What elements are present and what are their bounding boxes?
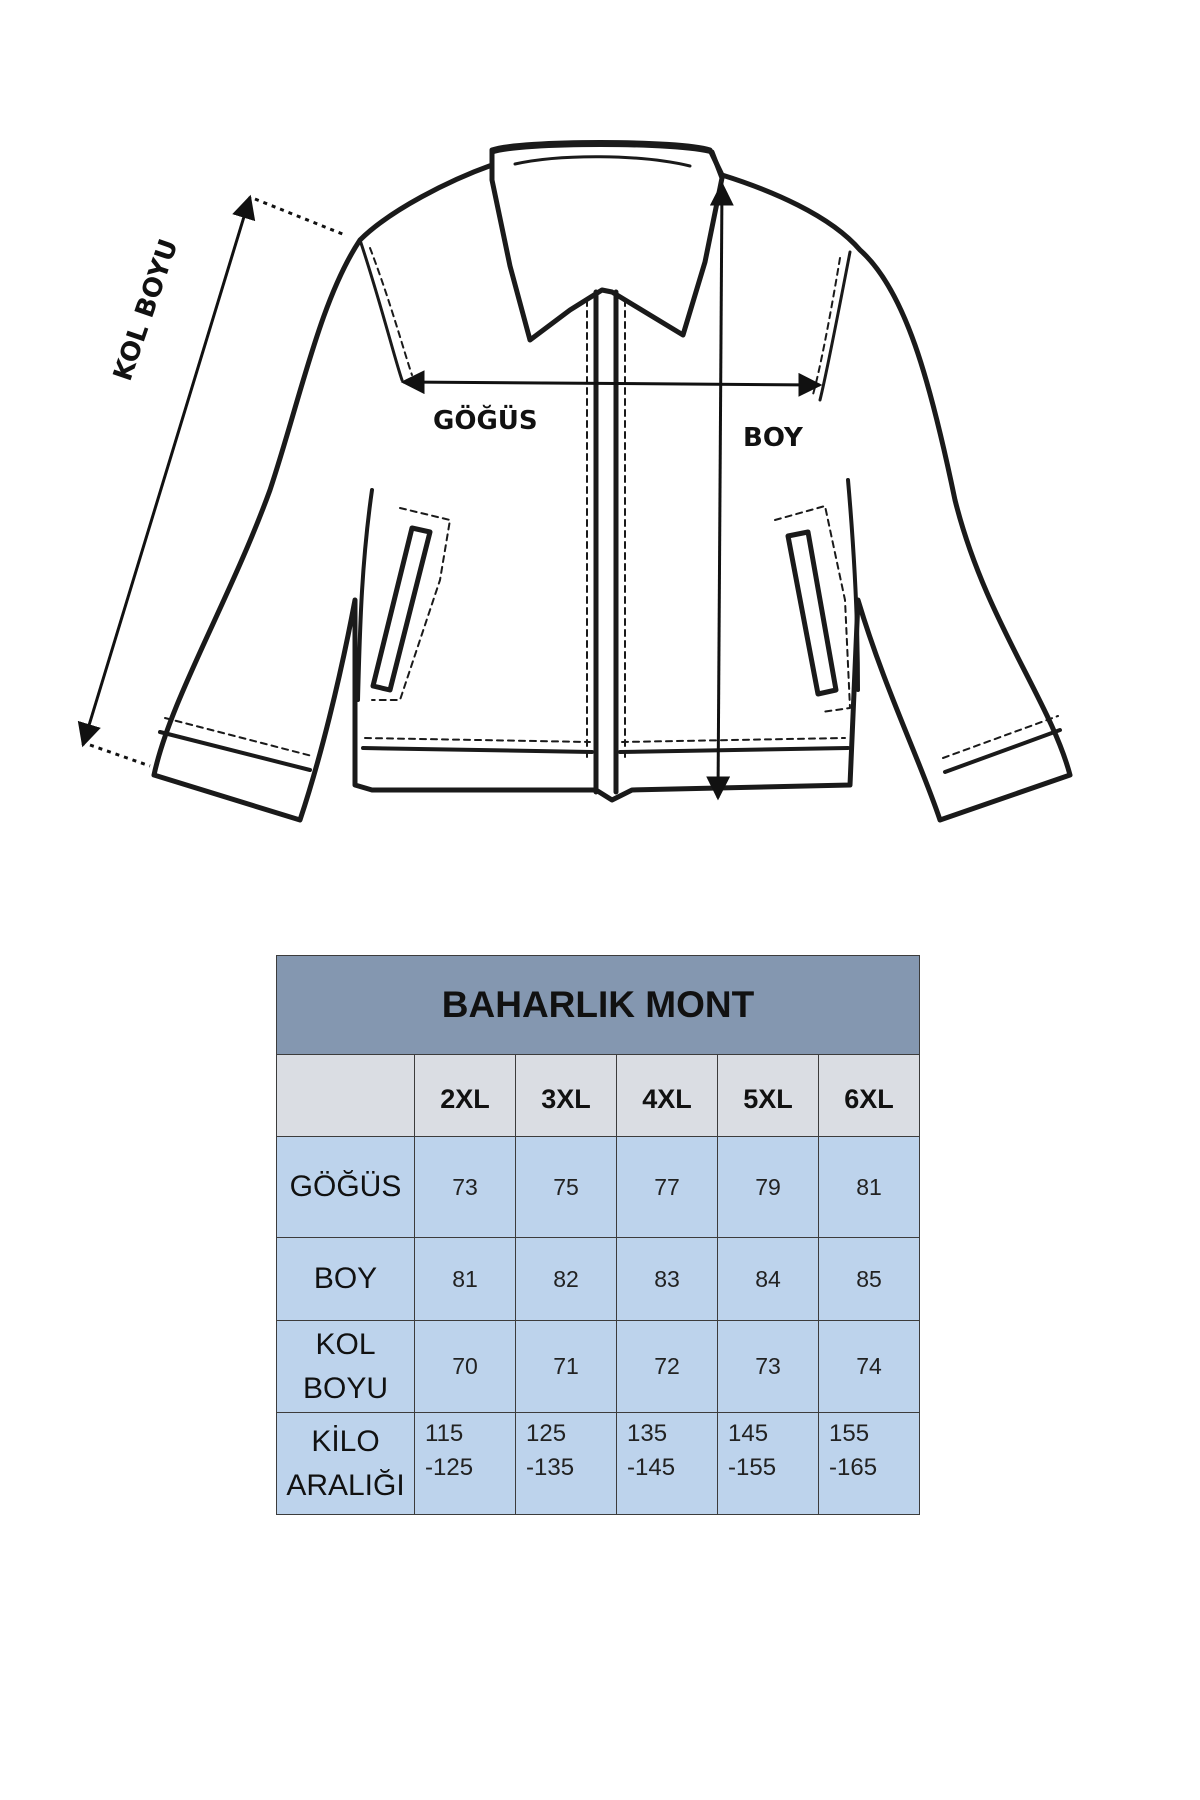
table-cell: 83 <box>617 1238 718 1321</box>
table-cell: 155 -165 <box>819 1413 920 1515</box>
table-cell: 71 <box>516 1321 617 1413</box>
table-cell: 84 <box>718 1238 819 1321</box>
table-cell: 82 <box>516 1238 617 1321</box>
header-corner <box>277 1055 415 1137</box>
row-label-sleeve: KOL BOYU <box>277 1321 415 1413</box>
hem-band <box>363 748 848 752</box>
jacket-diagram <box>0 0 1200 860</box>
chest-label: GÖĞÜS <box>433 406 538 436</box>
table-cell: 73 <box>415 1137 516 1238</box>
size-header: 6XL <box>819 1055 920 1137</box>
size-header: 2XL <box>415 1055 516 1137</box>
table-row <box>277 1137 920 1238</box>
row-label-weight: KİLO ARALIĞI <box>277 1413 415 1515</box>
zipper <box>596 292 616 792</box>
size-header: 3XL <box>516 1055 617 1137</box>
jacket-outline <box>154 143 1070 821</box>
chest-arrow <box>403 382 820 385</box>
table-row <box>277 1413 920 1515</box>
collar <box>492 145 722 341</box>
table-cell: 125 -135 <box>516 1413 617 1515</box>
table-cell: 73 <box>718 1321 819 1413</box>
table-cell: 85 <box>819 1238 920 1321</box>
left-cuff <box>160 732 310 770</box>
size-table <box>276 955 920 1515</box>
table-cell: 75 <box>516 1137 617 1238</box>
left-pocket <box>373 528 430 690</box>
sleeve-label: KOL BOYU <box>108 235 185 385</box>
length-label: BOY <box>743 423 803 453</box>
length-arrow <box>718 184 722 798</box>
table-row <box>277 1321 920 1413</box>
table-cell: 77 <box>617 1137 718 1238</box>
row-label-length: BOY <box>277 1238 415 1321</box>
table-cell: 72 <box>617 1321 718 1413</box>
size-header: 4XL <box>617 1055 718 1137</box>
table-cell: 81 <box>819 1137 920 1238</box>
table-cell: 79 <box>718 1137 819 1238</box>
table-cell: 135 -145 <box>617 1413 718 1515</box>
right-pocket <box>788 532 836 694</box>
table-cell: 145 -155 <box>718 1413 819 1515</box>
row-label-chest: GÖĞÜS <box>277 1137 415 1238</box>
table-title: BAHARLIK MONT <box>277 956 920 1055</box>
table-row <box>277 1238 920 1321</box>
right-cuff <box>945 730 1060 772</box>
table-cell: 70 <box>415 1321 516 1413</box>
table-cell: 115 -125 <box>415 1413 516 1515</box>
table-cell: 74 <box>819 1321 920 1413</box>
size-header: 5XL <box>718 1055 819 1137</box>
table-cell: 81 <box>415 1238 516 1321</box>
